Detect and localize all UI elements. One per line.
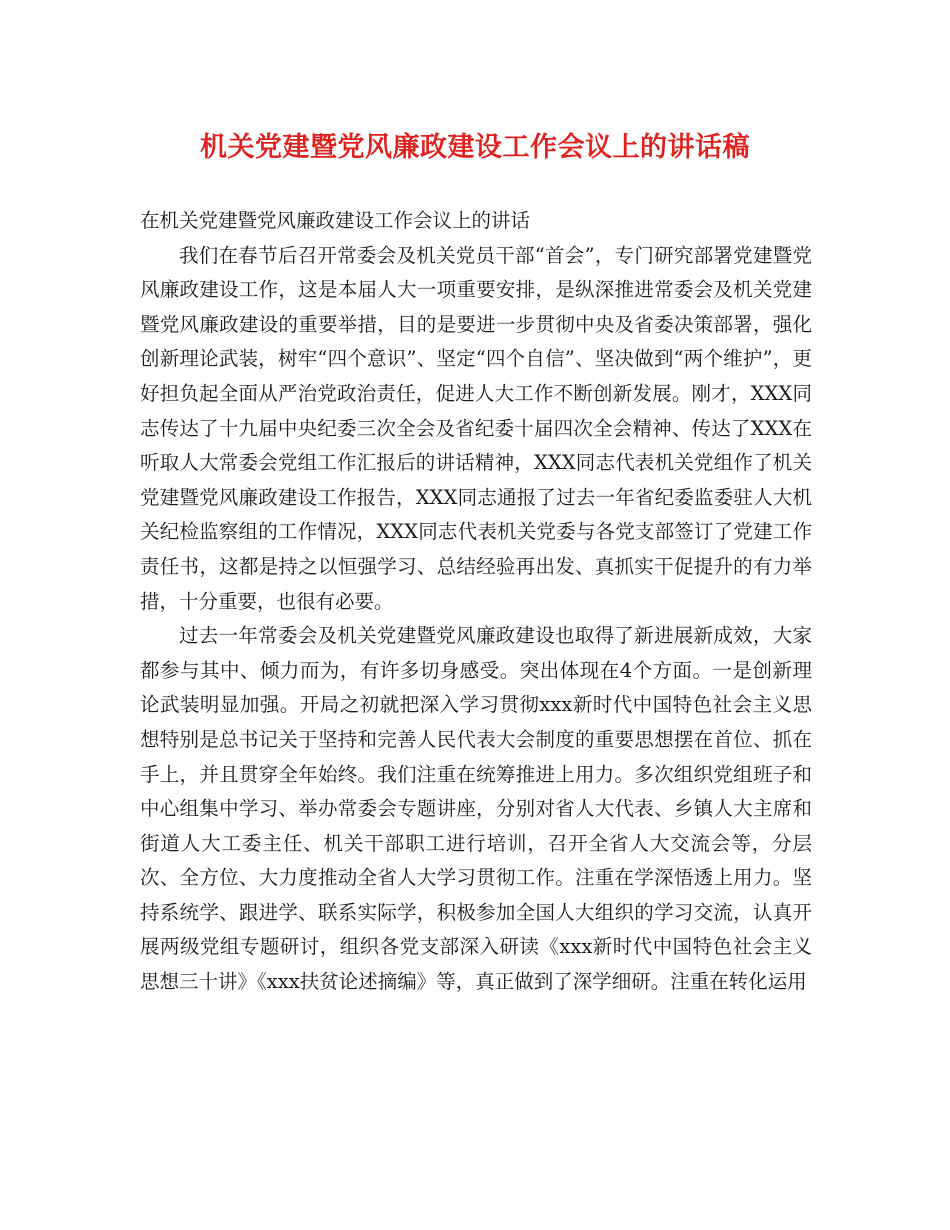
- document-body: [140, 204, 812, 1000]
- paragraph-2: 过去一年常委会及机关党建暨党风廉政建设也取得了新进展新成效，大家都参与其中、倾力而为，有许多切身感受。突出体现在4个方面。一是创新理论武装明显加强。开局之初就把深入学习贯彻xxx新时代中国特色社会主义思想特别是总书记关于坚持和完善人民代表大会制度的重要思想摆在首位、抓在手上，并且贯穿全年始终。我们注重在统筹推进上用力。多次组织党组班子和中心组集中学习、举办常委会专题讲座，分别对省人大代表、乡镇人大主席和街道人大工委主任、机关干部职工进行培训，召开全省人大交流会等，分层次、全方位、大力度推动全省人大学习贯彻工作。注重在学深悟透上用力。坚持系统学、跟进学、联系实际学，积极参加全国人大组织的学习交流，认真开展两级党组专题研讨，组织各党支部深入研读《xxx新时代中国特色社会主义思想三十讲》《xxx扶贫论述摘编》等，真正做到了深学细研。注重在转化运用: [140, 624, 812, 994]
- document-title: 机关党建暨党风廉政建设工作会议上的讲话稿: [200, 132, 750, 163]
- document-subtitle: 在机关党建暨党风廉政建设工作会议上的讲话: [140, 209, 531, 232]
- paragraph-1: 我们在春节后召开常委会及机关党员干部“首会”，专门研究部署党建暨党风廉政建设工作，这是本届人大一项重要安排，是纵深推进常委会及机关党建暨党风廉政建设的重要举措，目的是要进一步贯彻中央及省委决策部署，强化创新理论武装，树牢“四个意识”、坚定“四个自信”、坚决做到“两个维护”，更好担负起全面从严治党政治责任，促进人大工作不断创新发展。刚才，XXX同志传达了十九届中央纪委三次全会及省纪委十届四次全会精神、传达了XXX在听取人大常委会党组工作汇报后的讲话精神，XXX同志代表机关党组作了机关党建暨党风廉政建设工作报告，XXX同志通报了过去一年省纪委监委驻人大机关纪检监察组的工作情况，XXX同志代表机关党委与各党支部签订了党建工作责任书，这都是持之以恒强学习、总结经验再出发、真抓实干促提升的有力举措，十分重要，也很有必要。: [140, 243, 812, 613]
